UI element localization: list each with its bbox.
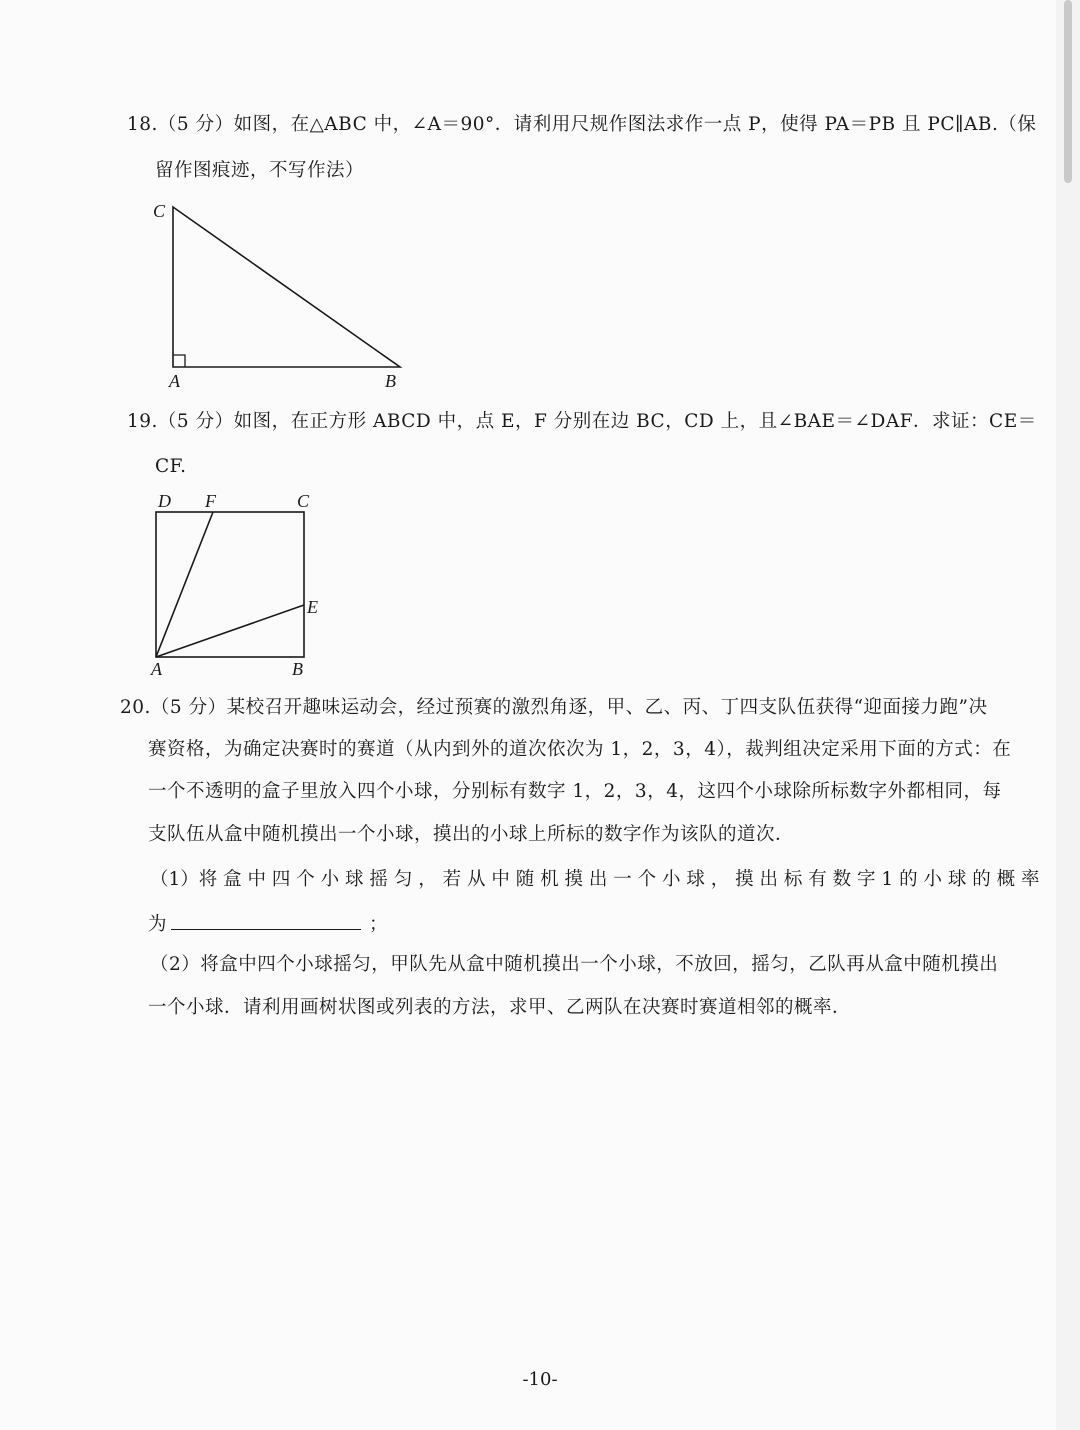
- q18-line-1: 18.（5 分）如图，在△ABC 中，∠A＝90°．请利用尺规作图法求作一点 P，使得 PA＝PB 且 PC∥AB.（保: [127, 114, 1037, 135]
- segment-af: [156, 512, 213, 657]
- q19-square-figure: [140, 485, 340, 685]
- q20-line-3: 一个不透明的盒子里放入四个小球，分别标有数字 1，2，3，4，这四个小球除所标数字外都相同，每: [148, 781, 1002, 802]
- label-b: B: [292, 659, 303, 679]
- q20-line-1: 20.（5 分）某校召开趣味运动会，经过预赛的激烈角逐，甲、乙、丙、丁四支队伍获得“迎面接力跑”决: [120, 697, 988, 718]
- label-b: B: [385, 371, 396, 391]
- q19-line-1: 19.（5 分）如图，在正方形 ABCD 中，点 E，F 分别在边 BC，CD 上，且∠BAE＝∠DAF．求证：CE＝: [127, 411, 1037, 432]
- segment-ae: [156, 605, 304, 657]
- q20-sub1-suffix: ；: [369, 914, 389, 935]
- q20-sub2-line-2: 一个小球．请利用画树状图或列表的方法，求甲、乙两队在决赛时赛道相邻的概率．: [148, 997, 852, 1018]
- label-f: F: [205, 491, 216, 511]
- q20-sub1-line-1: （1）将 盒 中 四 个 小 球 摇 匀 ， 若 从 中 随 机 摸 出 一 个 小 球 ， 摸 出 标 有 数 字 1 的 小 球 的 概 率: [150, 869, 1040, 890]
- label-a: A: [151, 659, 162, 679]
- answer-blank[interactable]: [171, 909, 361, 930]
- q19-line-2: CF.: [155, 456, 187, 477]
- page-number: -10-: [522, 1369, 558, 1390]
- q20-sub1-prefix: 为: [148, 914, 168, 935]
- q20-line-2: 赛资格，为确定决赛时的赛道（从内到外的道次依次为 1，2，3，4），裁判组决定采用下面的方式：在: [148, 739, 1012, 760]
- label-a: A: [169, 371, 180, 391]
- label-d: D: [158, 491, 171, 511]
- q18-line-2: 留作图痕迹，不写作法）: [155, 160, 365, 181]
- square-abcd: [156, 512, 304, 657]
- label-c: C: [153, 201, 166, 221]
- q20-line-4: 支队伍从盒中随机摸出一个小球，摸出的小球上所标的数字作为该队的道次．: [148, 824, 795, 845]
- scrollbar-thumb[interactable]: [1064, 0, 1072, 183]
- q20-sub2-line-1: （2）将盒中四个小球摇匀，甲队先从盒中随机摸出一个小球，不放回，摇匀，乙队再从盒中随机摸出: [150, 954, 999, 975]
- label-e: E: [307, 597, 318, 617]
- right-angle-mark: [173, 355, 185, 367]
- scrollbar[interactable]: [1056, 0, 1080, 1430]
- q20-sub1-answer-line: [148, 909, 388, 939]
- q18-triangle-figure: [145, 195, 425, 395]
- label-c: C: [297, 491, 310, 511]
- triangle-abc: [173, 207, 400, 367]
